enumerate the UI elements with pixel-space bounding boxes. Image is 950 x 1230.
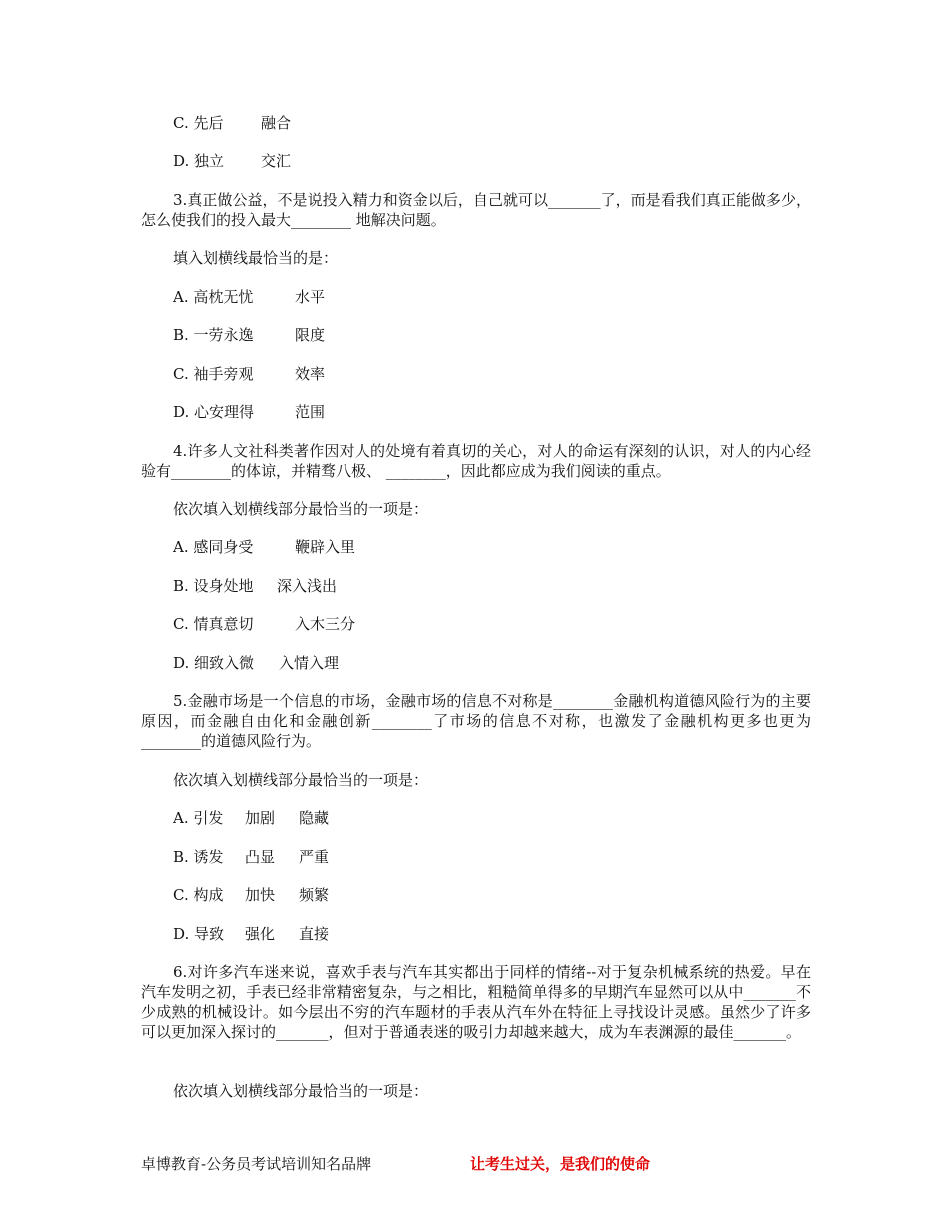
option-word-2: 水平	[295, 288, 326, 306]
option-label: C. 构成	[173, 886, 224, 904]
option-label: C. 先后	[173, 114, 224, 132]
option-word-2: 入木三分	[295, 615, 356, 633]
option-word-2: 鞭辟入里	[295, 538, 356, 556]
q3-stem: 3.真正做公益，不是说投入精力和资金以后，自己就可以_______了，而是看我们真正能做多少，怎么使我们的投入最大________ 地解决问题。	[141, 191, 811, 229]
q4-stem: 4.许多人文社科类著作因对人的处境有着真切的关心，对人的命运有深刻的认识，对人的内心经验有________的体谅，并精骛八极、 ________，因此都应成为我们阅读的重点。	[141, 442, 811, 480]
option-label: D. 心安理得	[173, 403, 255, 421]
option-label: B. 一劳永逸	[173, 326, 254, 344]
option-word-2: 交汇	[261, 152, 292, 170]
q3-option-b	[173, 325, 326, 345]
q5-option-d	[173, 924, 330, 944]
option-label: B. 设身处地	[173, 577, 254, 595]
option-label: C. 情真意切	[173, 615, 254, 633]
option-label: C. 袖手旁观	[173, 365, 254, 383]
option-word-3: 直接	[299, 925, 330, 943]
option-label: D. 导致	[173, 925, 225, 943]
option-word-3: 隐藏	[299, 809, 330, 827]
q4-option-c	[173, 614, 356, 634]
q3-option-c	[173, 364, 326, 384]
q2-option-c	[173, 113, 292, 133]
option-word-2: 加剧	[245, 809, 276, 827]
option-word-2: 加快	[245, 886, 276, 904]
q6-stem: 6.对许多汽车迷来说，喜欢手表与汽车其实都出于同样的情绪--对于复杂机械系统的热爱。早在汽车发明之初，手表已经非常精密复杂，与之相比，粗糙简单得多的早期汽车显然可以从中_______不少成熟的机械设计。如今层出不穷的汽车题材的手表从汽车外在特征上寻找设计灵感。虽然少了许多可以更加深入探讨的_______，但对于普通表迷的吸引力却越来越大，成为车表渊源的最佳_______。	[141, 963, 811, 1041]
option-word-2: 入情入理	[279, 654, 340, 672]
q5-option-a	[173, 808, 330, 828]
option-word-2: 凸显	[245, 848, 276, 866]
q5-option-c	[173, 885, 330, 905]
q4-option-b	[173, 576, 338, 596]
option-word-2: 融合	[261, 114, 292, 132]
q4-option-a	[173, 537, 356, 557]
option-word-3: 频繁	[299, 886, 330, 904]
q6-prompt: 依次填入划横线部分最恰当的一项是：	[173, 1082, 429, 1100]
q3-option-a	[173, 287, 326, 307]
option-label: B. 诱发	[173, 848, 224, 866]
option-label: A. 感同身受	[173, 538, 254, 556]
q5-prompt: 依次填入划横线部分最恰当的一项是：	[173, 771, 429, 789]
q5-option-b	[173, 847, 330, 867]
q5-stem: 5.金融市场是一个信息的市场，金融市场的信息不对称是________金融机构道德风险行为的主要原因，而金融自由化和金融创新________了市场的信息不对称，也激发了金融机构更多也更为________的道德风险行为。	[141, 692, 811, 750]
option-label: D. 细致入微	[173, 654, 255, 672]
option-word-2: 限度	[295, 326, 326, 344]
option-word-2: 强化	[245, 925, 276, 943]
option-label: D. 独立	[173, 152, 225, 170]
q3-option-d	[173, 402, 326, 422]
q3-prompt: 填入划横线最恰当的是：	[173, 249, 339, 267]
option-word-2: 效率	[295, 365, 326, 383]
q4-prompt: 依次填入划横线部分最恰当的一项是：	[173, 500, 429, 518]
footer-brand: 卓博教育-公务员考试培训知名品牌	[141, 1155, 372, 1173]
option-word-2: 深入浅出	[277, 577, 338, 595]
option-word-2: 范围	[295, 403, 326, 421]
option-word-3: 严重	[299, 848, 330, 866]
footer-slogan: 让考生过关，是我们的使命	[470, 1155, 651, 1173]
q2-option-d	[173, 151, 292, 171]
option-label: A. 高枕无忧	[173, 288, 254, 306]
q4-option-d	[173, 653, 340, 673]
option-label: A. 引发	[173, 809, 224, 827]
